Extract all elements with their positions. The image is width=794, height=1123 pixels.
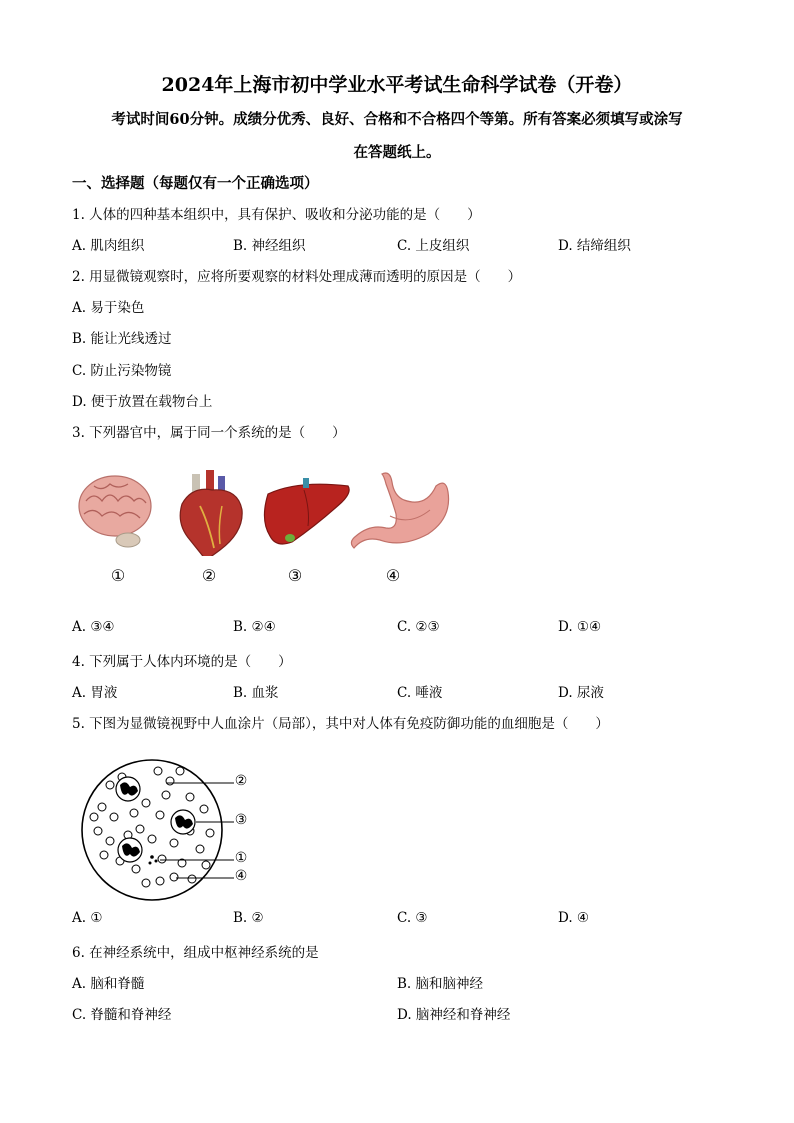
q5-option-a: A. ①	[72, 910, 103, 926]
stomach-icon	[351, 473, 448, 548]
q3-option-d: D. ①④	[558, 619, 602, 635]
question-4-stem: 4. 下列属于人体内环境的是（ ）	[72, 654, 292, 670]
q6-option-b: B. 脑和脑神经	[397, 976, 484, 992]
smear-label-2: ②	[234, 773, 248, 789]
q6-option-c: C. 脊髓和脊神经	[72, 1007, 172, 1023]
q4-option-a: A. 胃液	[72, 685, 118, 701]
question-1-stem: 1. 人体的四种基本组织中，具有保护、吸收和分泌功能的是（ ）	[72, 207, 481, 223]
q2-option-d: D. 便于放置在载物台上	[72, 394, 213, 410]
q3-option-b: B. ②④	[233, 619, 276, 635]
figure-label-4: ④	[385, 566, 401, 585]
smear-label-4: ④	[234, 868, 248, 884]
question-3-stem: 3. 下列器官中，属于同一个系统的是（ ）	[72, 425, 346, 441]
figure-label-1: ①	[110, 566, 126, 585]
heart-icon	[180, 470, 242, 556]
exam-title: 2024年上海市初中学业水平考试生命科学试卷（开卷）	[161, 74, 633, 96]
q6-option-a: A. 脑和脊髓	[72, 976, 145, 992]
q4-option-b: B. 血浆	[233, 685, 279, 701]
liver-icon	[264, 478, 349, 544]
q5-option-c: C. ③	[397, 910, 428, 926]
brain-icon	[79, 476, 151, 547]
q3-option-c: C. ②③	[397, 619, 440, 635]
q1-option-c: C. 上皮组织	[397, 238, 470, 254]
question-5-stem: 5. 下图为显微镜视野中人血涂片（局部），其中对人体有免疫防御功能的血细胞是（ ）	[72, 716, 609, 732]
q3-option-a: A. ③④	[72, 619, 115, 635]
smear-label-1: ①	[234, 850, 248, 866]
question-2-stem: 2. 用显微镜观察时，应将所要观察的材料处理成薄而透明的原因是（ ）	[72, 269, 522, 285]
section-title: 一、选择题（每题仅有一个正确选项）	[72, 175, 319, 192]
q2-option-c: C. 防止污染物镜	[72, 363, 172, 379]
q6-option-d: D. 脑神经和脊神经	[397, 1007, 511, 1023]
q1-option-b: B. 神经组织	[233, 238, 306, 254]
q4-option-d: D. 尿液	[558, 685, 604, 701]
q4-option-c: C. 唾液	[397, 685, 443, 701]
question-6-stem: 6. 在神经系统中，组成中枢神经系统的是	[72, 945, 319, 961]
figure-label-3: ③	[287, 566, 303, 585]
q5-option-d: D. ④	[558, 910, 590, 926]
exam-note-line2: 在答题纸上。	[353, 144, 441, 161]
q2-option-b: B. 能让光线透过	[72, 331, 172, 347]
smear-label-3: ③	[234, 812, 248, 828]
figure-label-2: ②	[201, 566, 217, 585]
q1-option-a: A. 肌肉组织	[72, 238, 145, 254]
q2-option-a: A. 易于染色	[72, 300, 145, 316]
q5-option-b: B. ②	[233, 910, 264, 926]
organ-figure	[72, 466, 452, 556]
q1-option-d: D. 结缔组织	[558, 238, 631, 254]
exam-note-line1: 考试时间60分钟。成绩分优秀、良好、合格和不合格四个等第。所有答案必须填写或涂写	[111, 111, 683, 128]
